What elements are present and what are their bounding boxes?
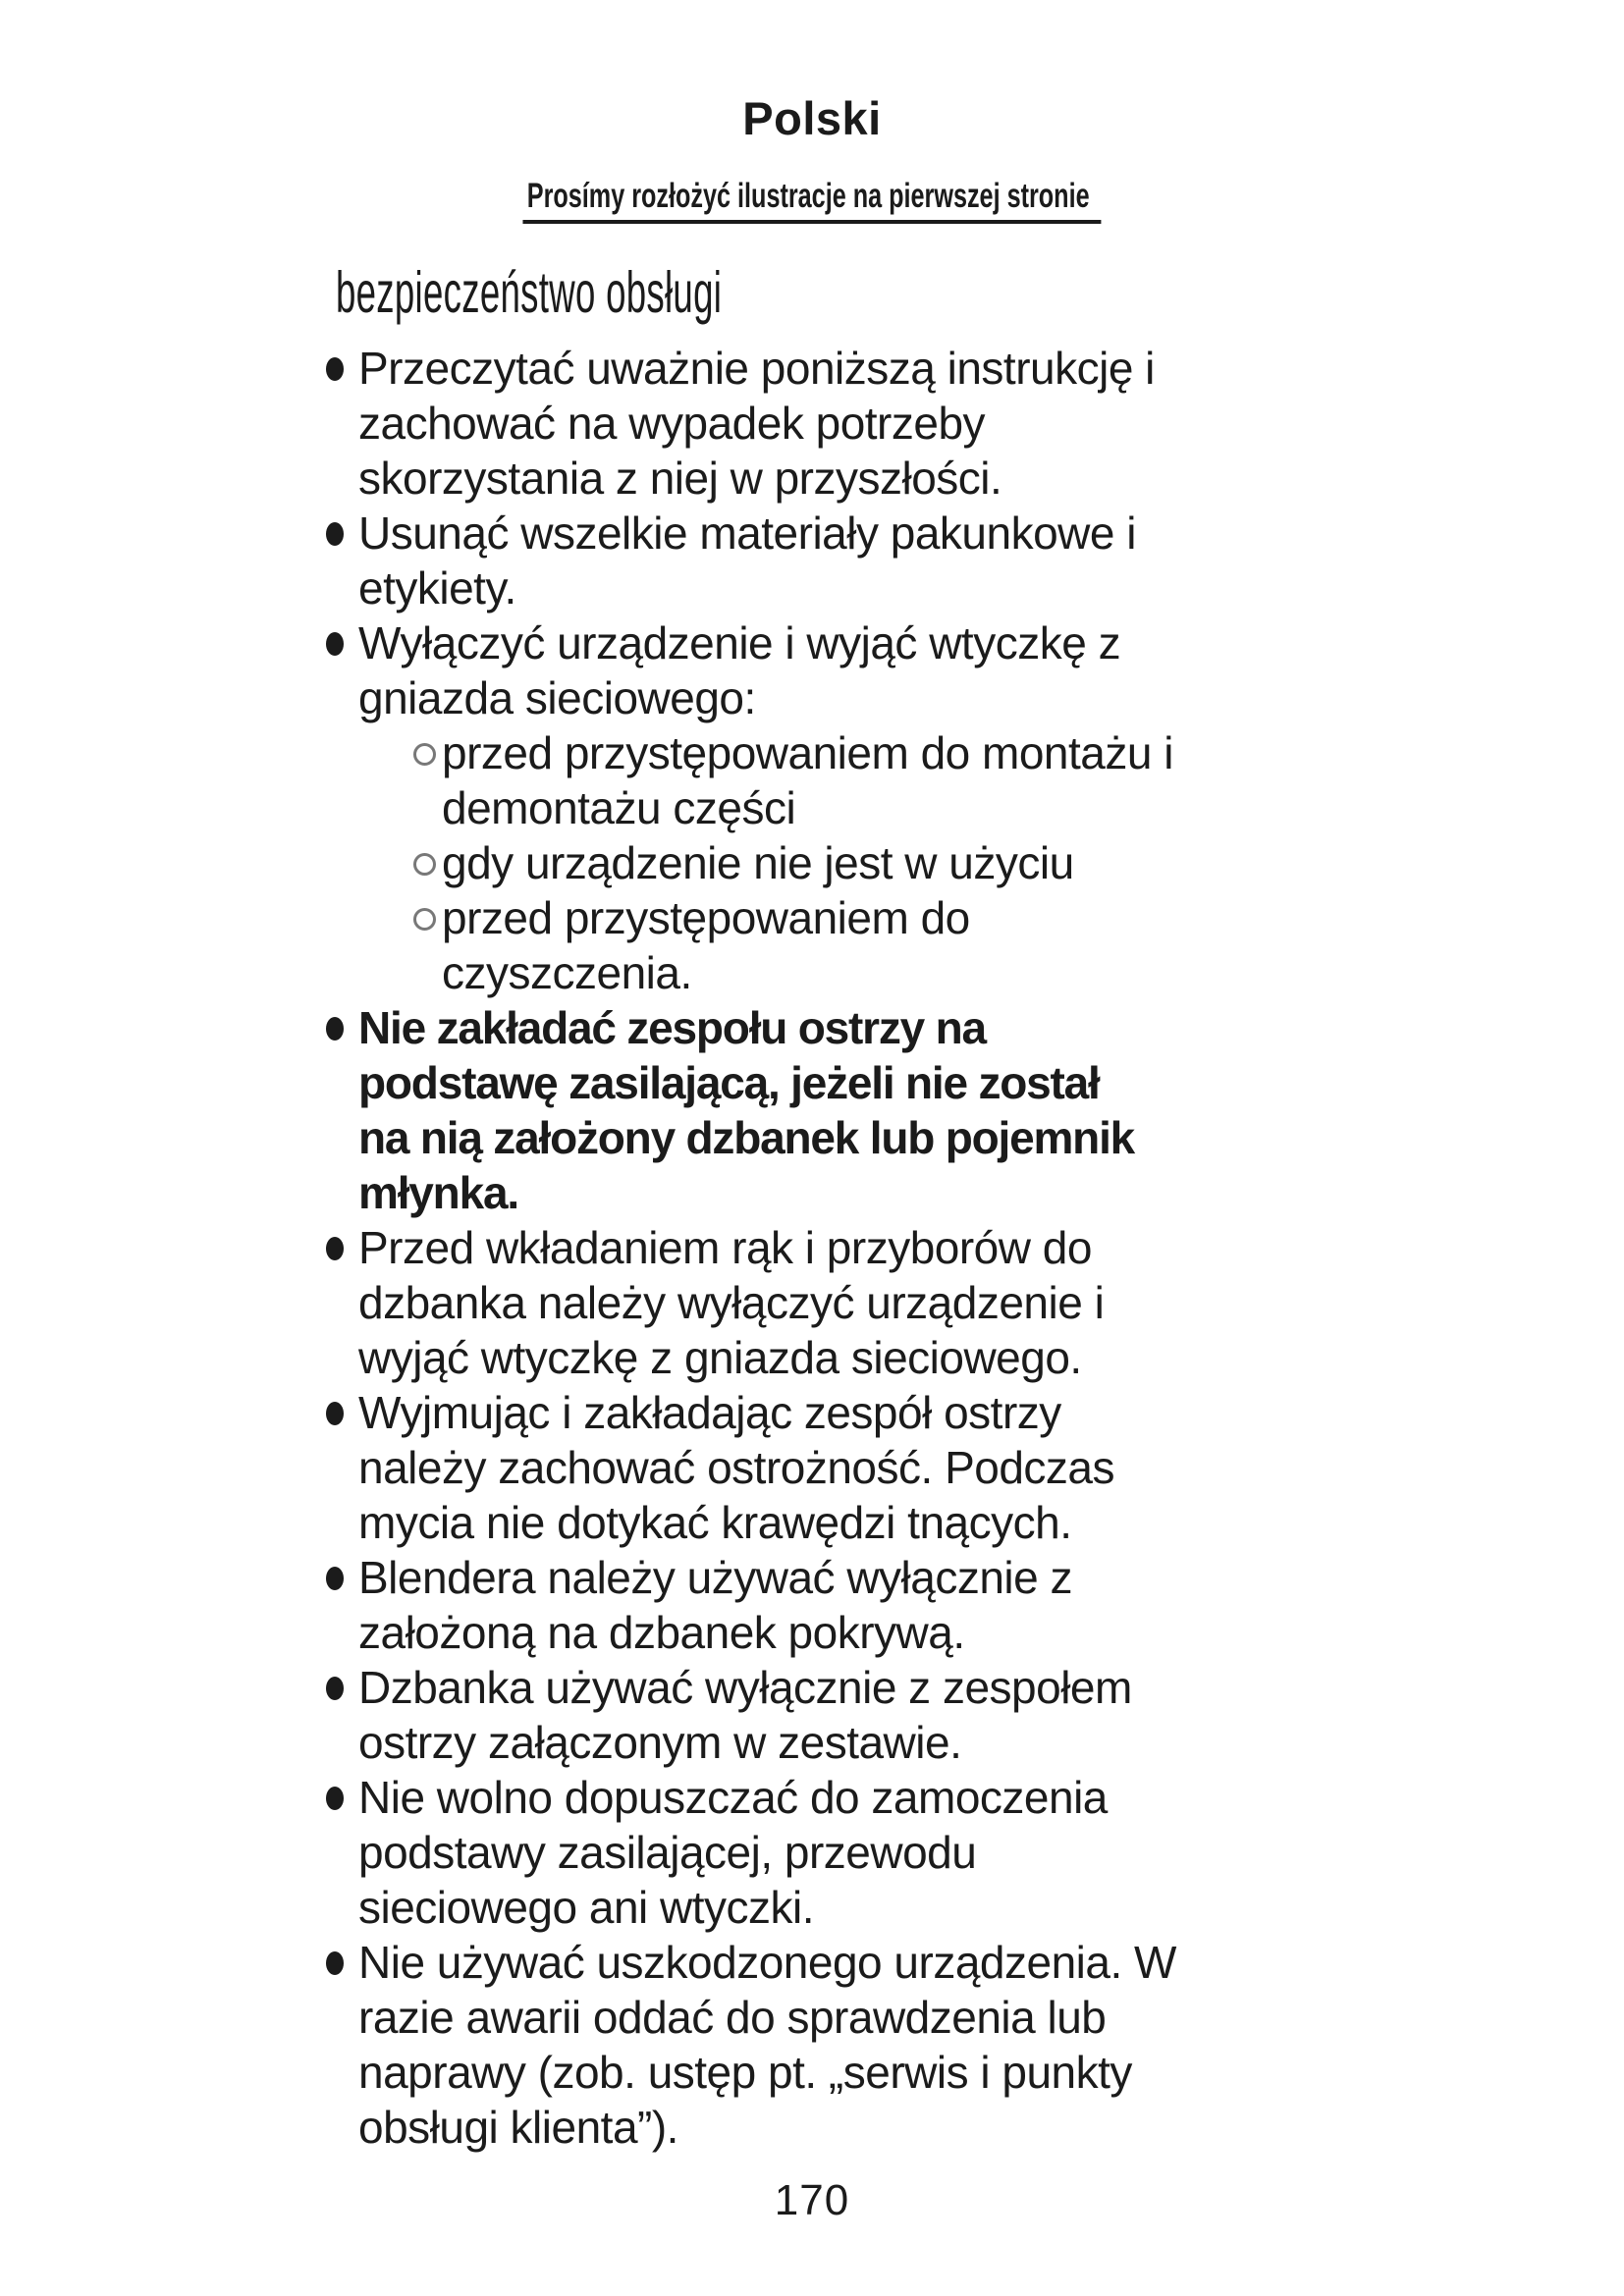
sub-list-item — [326, 835, 1406, 890]
disc-bullet-icon — [326, 522, 344, 546]
text-line: podstawy zasilającej, przewodu — [358, 1827, 977, 1878]
text-line: gdy urządzenie nie jest w użyciu — [442, 837, 1074, 888]
list-item — [326, 1770, 1406, 1935]
disc-bullet-icon — [326, 1402, 344, 1425]
section-heading: bezpieczeństwo obsługi — [336, 260, 723, 325]
list-item — [326, 1220, 1406, 1385]
text-line: młynka. — [358, 1167, 518, 1218]
text-line: demontażu części — [442, 782, 796, 833]
list-item — [326, 1550, 1406, 1660]
text-line: na nią założony dzbanek lub pojemnik — [358, 1112, 1135, 1163]
list-item — [326, 1385, 1406, 1550]
text-line: Wyłączyć urządzenie i wyjąć wtyczkę z — [358, 617, 1121, 668]
text-line: Przeczytać uważnie poniższą instrukcję i — [358, 343, 1155, 394]
text-line: Wyjmując i zakładając zespół ostrzy — [358, 1387, 1061, 1438]
text-line: Nie zakładać zespołu ostrzy na — [358, 1002, 986, 1053]
list-item — [326, 1935, 1406, 2155]
circle-bullet-icon — [413, 743, 436, 766]
disc-bullet-icon — [326, 1677, 344, 1700]
sub-list-item — [326, 890, 1406, 1000]
subtitle-scale-wrap — [523, 176, 1102, 224]
disc-bullet-icon — [326, 1567, 344, 1590]
disc-bullet-icon — [326, 1017, 344, 1041]
text-line: ostrzy załączonym w zestawie. — [358, 1717, 962, 1768]
text-line: należy zachować ostrożność. Podczas — [358, 1442, 1115, 1493]
text-line: czyszczenia. — [442, 947, 692, 998]
text-line: przed przystępowaniem do — [442, 892, 970, 943]
text-line: wyjąć wtyczkę z gniazda sieciowego. — [358, 1332, 1082, 1383]
text-line: przed przystępowaniem do montażu i — [442, 727, 1173, 778]
sub-list-item — [326, 725, 1406, 835]
page-number: 170 — [774, 2176, 850, 2224]
disc-bullet-icon — [326, 1951, 344, 1975]
text-line: gniazda sieciowego: — [358, 672, 756, 723]
disc-bullet-icon — [326, 632, 344, 656]
text-line: Nie wolno dopuszczać do zamoczenia — [358, 1772, 1108, 1823]
text-line: Nie używać uszkodzonego urządzenia. W — [358, 1937, 1176, 1988]
list-item — [326, 1000, 1406, 1220]
text-line: zachować na wypadek potrzeby — [358, 398, 986, 449]
circle-bullet-icon — [413, 908, 436, 931]
subtitle — [0, 176, 1624, 224]
disc-bullet-icon — [326, 357, 344, 381]
page-title: Polski — [742, 92, 882, 144]
list-item — [326, 615, 1406, 725]
text-line: założoną na dzbanek pokrywą. — [358, 1607, 965, 1658]
list-item — [326, 341, 1406, 506]
text-line: Dzbanka używać wyłącznie z zespołem — [358, 1662, 1132, 1713]
safety-list — [326, 341, 1406, 2155]
text-line: Usunąć wszelkie materiały pakunkowe i — [358, 507, 1136, 559]
text-line: Przed wkładaniem rąk i przyborów do — [358, 1222, 1092, 1273]
text-line: podstawę zasilającą, jeżeli nie został — [358, 1057, 1100, 1108]
text-line: razie awarii oddać do sprawdzenia lub — [358, 1992, 1107, 2043]
text-line: Blendera należy używać wyłącznie z — [358, 1552, 1073, 1603]
text-line: etykiety. — [358, 562, 516, 614]
subtitle-underlined-text: Prosímy rozłożyć ilustracje na pierwszej stronie — [523, 176, 1102, 224]
disc-bullet-icon — [326, 1787, 344, 1810]
disc-bullet-icon — [326, 1237, 344, 1260]
text-line: mycia nie dotykać krawędzi tnących. — [358, 1497, 1072, 1548]
text-line: obsługi klienta”). — [358, 2102, 678, 2153]
text-line: skorzystania z niej w przyszłości. — [358, 453, 1002, 504]
text-line: naprawy (zob. ustęp pt. „serwis i punkty — [358, 2047, 1132, 2098]
circle-bullet-icon — [413, 853, 436, 876]
text-line: sieciowego ani wtyczki. — [358, 1882, 815, 1933]
list-item — [326, 506, 1406, 615]
text-line: dzbanka należy wyłączyć urządzenie i — [358, 1277, 1105, 1328]
list-item — [326, 1660, 1406, 1770]
